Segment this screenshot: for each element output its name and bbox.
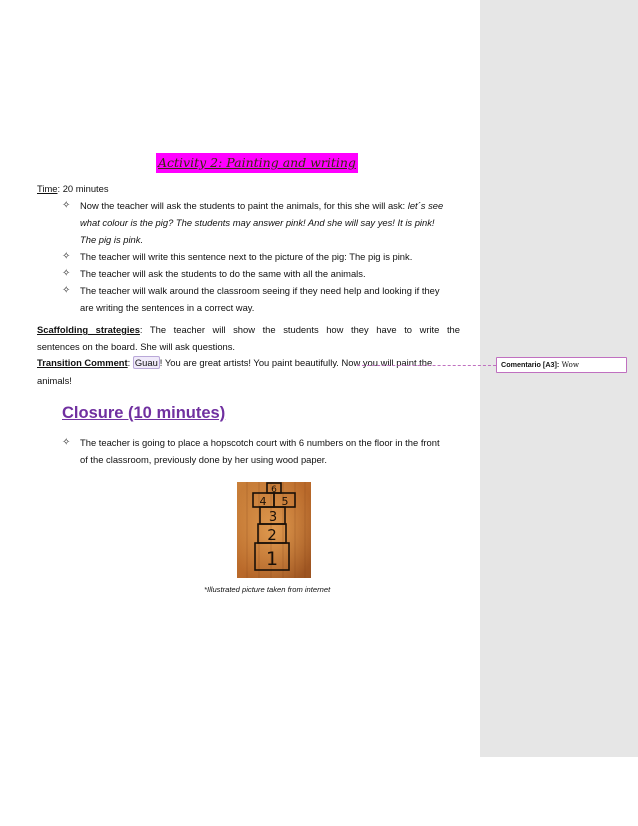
bullet-1-italic: let´s see (407, 200, 444, 211)
diamond-bullet-icon: ✧ (62, 200, 71, 211)
hop-number: 6 (271, 485, 277, 495)
closure-line-2[interactable]: of the classroom, previously done by her using wood paper. (80, 454, 328, 465)
activity-title[interactable]: Activity 2: Painting and writing (156, 153, 358, 173)
comment-body: Wow (559, 360, 579, 369)
scaffolding-line-1[interactable] (37, 323, 460, 336)
image-caption[interactable]: *Illustrated picture taken from internet (204, 585, 331, 594)
bullet-3-line-1[interactable]: The teacher will ask the students to do the same with all the animals. (80, 268, 366, 279)
comment-label: Comentario [A3]: (501, 360, 560, 369)
comment-connector-line (357, 365, 496, 366)
scaffolding-label: Scaffolding strategies (37, 324, 140, 335)
page-bottom-area (480, 757, 638, 826)
hop-number: 2 (267, 526, 277, 544)
transition-label: Transition Comment (37, 357, 128, 368)
hop-number: 3 (268, 510, 278, 525)
bullet-2-line-1[interactable]: The teacher will write this sentence next to the picture of the pig: The pig is pink. (80, 251, 413, 262)
hop-number: 1 (265, 548, 279, 570)
hop-number: 4 (259, 495, 267, 508)
closure-heading[interactable]: Closure (10 minutes) (62, 404, 226, 422)
commented-word[interactable]: Guau (134, 357, 158, 368)
transition-line-1[interactable] (37, 356, 432, 369)
scaffolding-line-2[interactable]: sentences on the board. She will ask questions. (37, 341, 236, 352)
diamond-bullet-icon: ✧ (62, 285, 71, 296)
bullet-1-line-1[interactable] (80, 199, 443, 212)
transition-colon: : (127, 357, 133, 368)
diamond-bullet-icon: ✧ (62, 268, 71, 279)
time-label: Time (37, 183, 58, 194)
closure-line-1[interactable]: The teacher is going to place a hopscotch court with 6 numbers on the floor in the front (80, 437, 440, 448)
hop-number: 5 (281, 495, 289, 508)
diamond-bullet-icon: ✧ (62, 437, 71, 448)
hopscotch-image (237, 482, 311, 578)
comment-margin-pane (480, 0, 638, 757)
bullet-4-line-2[interactable]: are writing the sentences in a correct way. (80, 302, 255, 313)
bullet-1-text: Now the teacher will ask the students to paint the animals, for this she will ask: (80, 200, 408, 211)
transition-text: ! You are great artists! You paint beautifully. Now you will paint the (159, 357, 433, 368)
time-line[interactable] (37, 182, 109, 195)
bullet-1-line-3[interactable]: The pig is pink. (80, 234, 144, 245)
transition-line-2[interactable]: animals! (37, 375, 72, 386)
comment-balloon[interactable] (496, 357, 627, 373)
diamond-bullet-icon: ✧ (62, 251, 71, 262)
bullet-1-line-2[interactable]: what colour is the pig? The students may answer pink! And she will say yes! It is pink! (80, 217, 435, 228)
bullet-4-line-1[interactable]: The teacher will walk around the classroom seeing if they need help and looking if they (80, 285, 440, 296)
time-value: : 20 minutes (57, 183, 109, 194)
scaffolding-text: : The teacher will show the students how they have to write the (139, 324, 460, 335)
